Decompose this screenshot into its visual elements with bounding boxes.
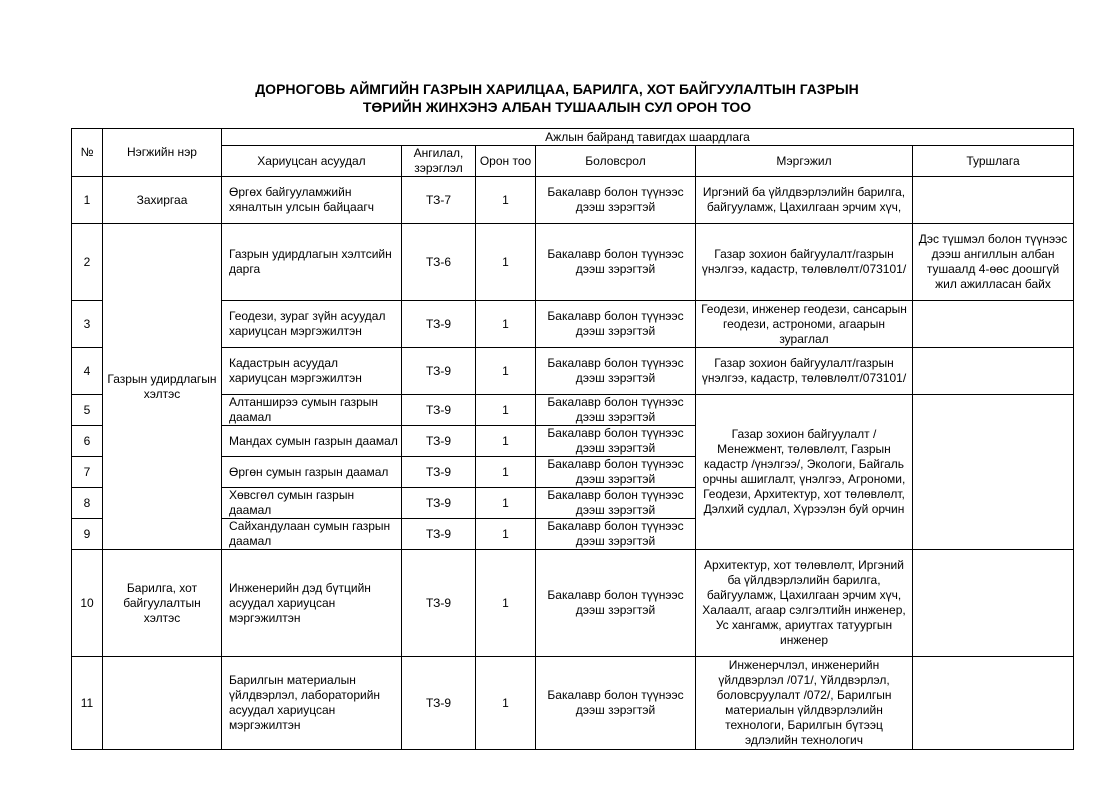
row-rank: ТЗ-9 bbox=[402, 550, 476, 657]
unit-name: Захиргаа bbox=[103, 177, 222, 224]
row-education: Бакалавр болон түүнээс дээш зэрэгтэй bbox=[536, 657, 696, 750]
row-rank: ТЗ-9 bbox=[402, 348, 476, 395]
row-count: 1 bbox=[476, 550, 536, 657]
row-count: 1 bbox=[476, 395, 536, 426]
row-no: 3 bbox=[72, 301, 103, 348]
table-row bbox=[72, 301, 1074, 348]
row-count: 1 bbox=[476, 177, 536, 224]
row-duty: Кадастрын асуудал хариуцсан мэргэжилтэн bbox=[222, 348, 402, 395]
unit-name bbox=[103, 657, 222, 750]
table-row bbox=[72, 177, 1074, 224]
row-no: 6 bbox=[72, 426, 103, 457]
row-profession: Архитектур, хот төлөвлөлт, Иргэний ба үйлдвэрлэлийн барилга, байгууламж, Цахилгаан эрчим хүч, Халаалт, агаар сэлгэлтийн инженер, Ус хангамж, ариутгах татуургын инженер bbox=[696, 550, 913, 657]
row-count: 1 bbox=[476, 519, 536, 550]
row-duty: Инженерийн дэд бүтцийн асуудал хариуцсан мэргэжилтэн bbox=[222, 550, 402, 657]
row-duty: Өргөх байгууламжийн хяналтын улсын байцаагч bbox=[222, 177, 402, 224]
row-education: Бакалавр болон түүнээс дээш зэрэгтэй bbox=[536, 550, 696, 657]
row-profession: Газар зохион байгуулалт/газрын үнэлгээ, кадастр, төлөвлөлт/073101/ bbox=[696, 348, 913, 395]
row-education: Бакалавр болон түүнээс дээш зэрэгтэй bbox=[536, 457, 696, 488]
unit-name: Газрын удирдлагын хэлтэс bbox=[103, 224, 222, 550]
row-duty: Газрын удирдлагын хэлтсийн дарга bbox=[222, 224, 402, 301]
title-line-2: ТӨРИЙН ЖИНХЭНЭ АЛБАН ТУШААЛЫН СУЛ ОРОН ТОО bbox=[362, 99, 752, 115]
row-education: Бакалавр болон түүнээс дээш зэрэгтэй bbox=[536, 301, 696, 348]
row-duty: Алтанширээ сумын газрын даамал bbox=[222, 395, 402, 426]
row-experience bbox=[913, 301, 1074, 348]
row-no: 5 bbox=[72, 395, 103, 426]
header-duty: Хариуцсан асуудал bbox=[222, 146, 402, 177]
row-experience bbox=[913, 177, 1074, 224]
row-duty: Сайхандулаан сумын газрын даамал bbox=[222, 519, 402, 550]
row-duty: Өргөн сумын газрын даамал bbox=[222, 457, 402, 488]
row-no: 1 bbox=[72, 177, 103, 224]
table-row bbox=[72, 348, 1074, 395]
row-count: 1 bbox=[476, 224, 536, 301]
row-duty: Барилгын материалын үйлдвэрлэл, лабораторийн асуудал хариуцсан мэргэжилтэн bbox=[222, 657, 402, 750]
header-no: № bbox=[72, 129, 103, 177]
row-no: 11 bbox=[72, 657, 103, 750]
header-unit: Нэгжийн нэр bbox=[103, 129, 222, 177]
header-profession: Мэргэжил bbox=[696, 146, 913, 177]
row-no: 8 bbox=[72, 488, 103, 519]
row-rank: ТЗ-9 bbox=[402, 301, 476, 348]
table-row bbox=[72, 550, 1074, 657]
header-count: Орон тоо bbox=[476, 146, 536, 177]
row-duty: Мандах сумын газрын даамал bbox=[222, 426, 402, 457]
row-no: 7 bbox=[72, 457, 103, 488]
row-rank: ТЗ-9 bbox=[402, 395, 476, 426]
row-count: 1 bbox=[476, 457, 536, 488]
row-experience: Дэс түшмэл болон түүнээс дээш ангиллын албан тушаалд 4-өөс доошгүй жил ажилласан байх bbox=[913, 224, 1074, 301]
unit-name: Барилга, хот байгуулалтын хэлтэс bbox=[103, 550, 222, 657]
row-profession-shared: Газар зохион байгуулалт /Менежмент, төлөвлөлт, Газрын кадастр /үнэлгээ/, Экологи, Байгаль орчны ашиглалт, үнэлгээ, Агрономи, Геодези, Архитектур, хот төлөвлөлт, Дэлхий судлал, Хүрээлэн буй орчин bbox=[696, 395, 913, 550]
header-requirements: Ажлын байранд тавигдах шаардлага bbox=[222, 129, 1074, 146]
document-title bbox=[0, 80, 1109, 116]
row-experience bbox=[913, 657, 1074, 750]
row-no: 2 bbox=[72, 224, 103, 301]
row-count: 1 bbox=[476, 488, 536, 519]
row-education: Бакалавр болон түүнээс дээш зэрэгтэй bbox=[536, 177, 696, 224]
header-experience: Туршлага bbox=[913, 146, 1074, 177]
row-education: Бакалавр болон түүнээс дээш зэрэгтэй bbox=[536, 395, 696, 426]
title-line-1: ДОРНОГОВЬ АЙМГИЙН ГАЗРЫН ХАРИЛЦАА, БАРИЛГА, ХОТ БАЙГУУЛАЛТЫН ГАЗРЫН bbox=[255, 81, 859, 97]
row-no: 4 bbox=[72, 348, 103, 395]
row-education: Бакалавр болон түүнээс дээш зэрэгтэй bbox=[536, 224, 696, 301]
row-duty: Геодези, зураг зүйн асуудал хариуцсан мэргэжилтэн bbox=[222, 301, 402, 348]
row-rank: ТЗ-9 bbox=[402, 426, 476, 457]
row-profession: Инженерчлэл, инженерийн үйлдвэрлэл /071/, Үйлдвэрлэл, боловсруулалт /072/, Барилгын материалын үйлдвэрлэлийн технологи, Барилгын бүтээц эдлэлийн технологич bbox=[696, 657, 913, 750]
row-rank: ТЗ-9 bbox=[402, 457, 476, 488]
row-rank: ТЗ-9 bbox=[402, 488, 476, 519]
table-row bbox=[72, 395, 1074, 426]
row-rank: ТЗ-9 bbox=[402, 519, 476, 550]
row-education: Бакалавр болон түүнээс дээш зэрэгтэй bbox=[536, 488, 696, 519]
row-experience bbox=[913, 348, 1074, 395]
row-count: 1 bbox=[476, 301, 536, 348]
row-experience bbox=[913, 395, 1074, 550]
row-experience bbox=[913, 550, 1074, 657]
row-count: 1 bbox=[476, 657, 536, 750]
row-no: 9 bbox=[72, 519, 103, 550]
row-profession: Газар зохион байгуулалт/газрын үнэлгээ, кадастр, төлөвлөлт/073101/ bbox=[696, 224, 913, 301]
row-rank: ТЗ-7 bbox=[402, 177, 476, 224]
header-education: Боловсрол bbox=[536, 146, 696, 177]
row-education: Бакалавр болон түүнээс дээш зэрэгтэй bbox=[536, 519, 696, 550]
table-row bbox=[72, 657, 1074, 750]
row-duty: Хөвсгөл сумын газрын даамал bbox=[222, 488, 402, 519]
row-education: Бакалавр болон түүнээс дээш зэрэгтэй bbox=[536, 348, 696, 395]
row-count: 1 bbox=[476, 426, 536, 457]
row-rank: ТЗ-9 bbox=[402, 657, 476, 750]
vacancy-table bbox=[71, 128, 1074, 750]
row-education: Бакалавр болон түүнээс дээш зэрэгтэй bbox=[536, 426, 696, 457]
row-profession: Иргэний ба үйлдвэрлэлийн барилга, байгууламж, Цахилгаан эрчим хүч, bbox=[696, 177, 913, 224]
header-rank: Ангилал, зэрэглэл bbox=[402, 146, 476, 177]
row-profession: Геодези, инженер геодези, сансарын геодези, астрономи, агаарын зураглал bbox=[696, 301, 913, 348]
row-count: 1 bbox=[476, 348, 536, 395]
table-row bbox=[72, 224, 1074, 301]
row-no: 10 bbox=[72, 550, 103, 657]
row-rank: ТЗ-6 bbox=[402, 224, 476, 301]
